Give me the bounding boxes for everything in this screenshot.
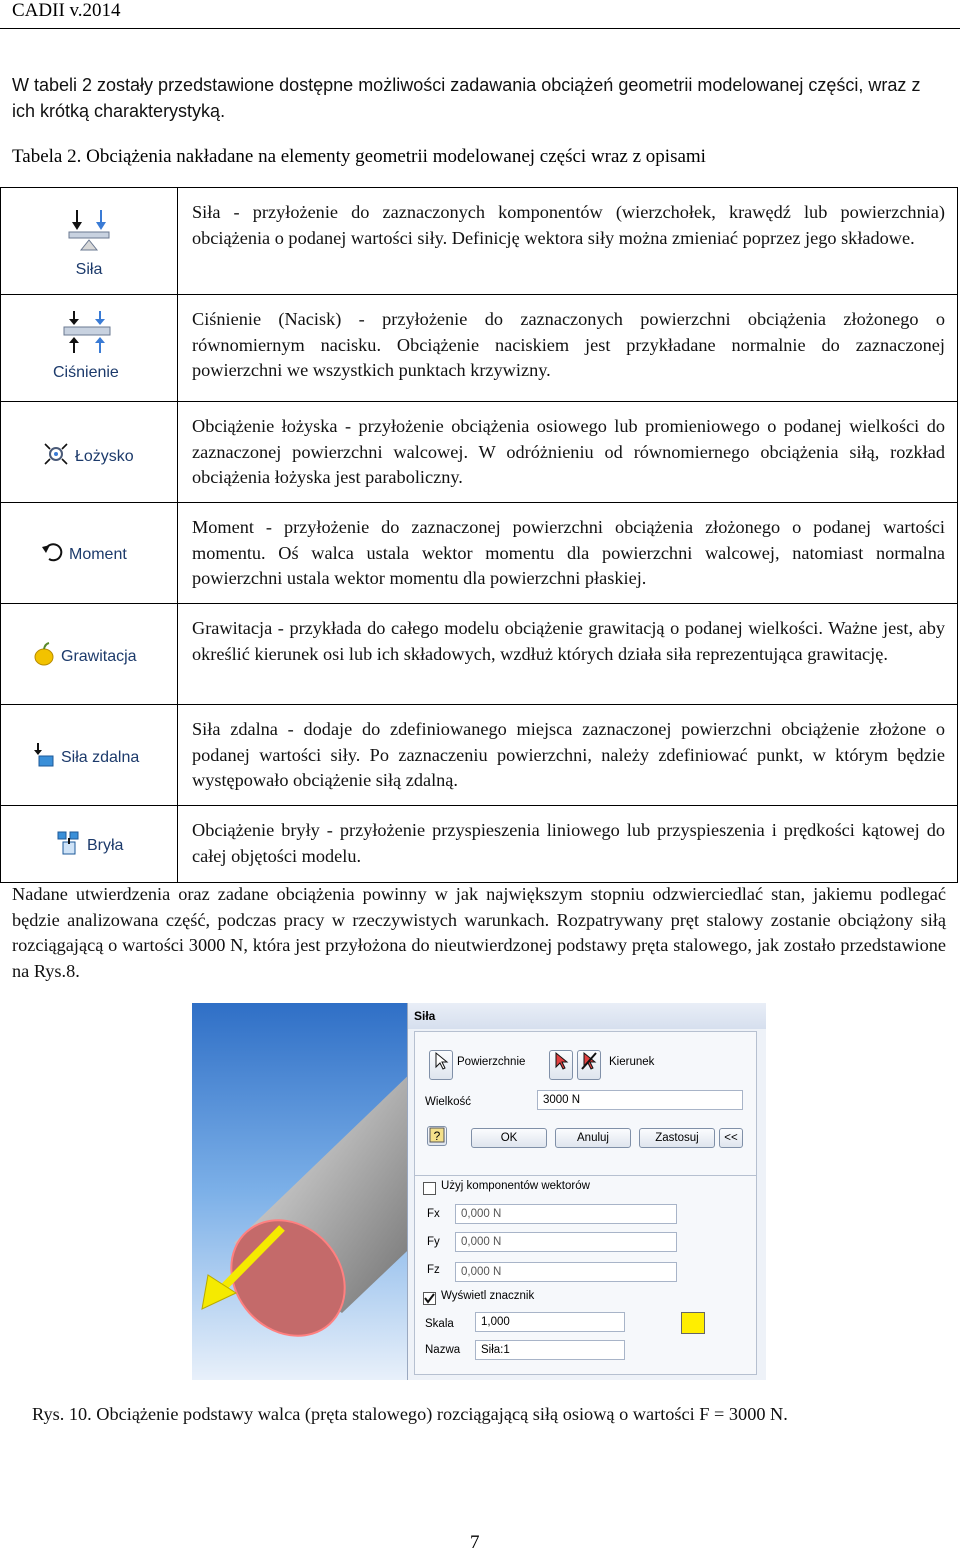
fx-input[interactable]: 0,000 N	[455, 1204, 677, 1224]
ok-button[interactable]: OK	[471, 1128, 547, 1148]
fx-label: Fx	[427, 1208, 440, 1220]
desc-cell: Siła zdalna - dodaje do zdefiniowanego miejsca zaznaczonej powierzchni obciążenie złożone o podanej wartości siły. Po zaznaczeniu powierzchni, należy zdefiniować punkt, w którym będzie występowało obciążenie siłą zdalną.	[178, 705, 958, 806]
table-row	[1, 402, 958, 503]
table-row	[1, 295, 958, 402]
use-components-label: Użyj komponentów wektorów	[441, 1180, 590, 1192]
fz-label: Fz	[427, 1264, 440, 1276]
table-caption: Tabela 2. Obciążenia nakładane na elementy geometrii modelowanej części wraz z opisami	[12, 146, 706, 167]
name-input[interactable]: Siła:1	[475, 1340, 625, 1360]
page-number: 7	[470, 1532, 480, 1553]
table-row	[1, 604, 958, 705]
scale-input[interactable]: 1,000	[475, 1312, 625, 1332]
gravity-apple-icon	[33, 642, 55, 671]
tool-label-bryla: Bryła	[87, 836, 124, 854]
icon-cell	[1, 806, 178, 883]
checkmark-icon	[424, 1293, 435, 1304]
direction-label: Kierunek	[609, 1056, 655, 1068]
tool-label-sila-zdalna: Siła zdalna	[61, 748, 140, 766]
force-icon	[67, 208, 111, 259]
bearing-icon	[43, 442, 69, 471]
surfaces-select-button[interactable]	[429, 1050, 453, 1080]
table-row	[1, 806, 958, 883]
pointer-icon	[553, 1051, 569, 1071]
desc-cell: Siła - przyłożenie do zaznaczonych komponentów (wierzchołek, krawędź lub powierzchnia) obciążenia o podanej wartości siły. Definicję wektora siły można zmieniać poprzez jego składowe.	[178, 188, 958, 295]
table-row	[1, 188, 958, 295]
icon-cell	[1, 188, 178, 295]
tool-label-lozysko: Łożysko	[75, 447, 134, 465]
help-button[interactable]	[427, 1126, 447, 1146]
force-dialog-screenshot	[192, 1003, 766, 1380]
table-row	[1, 503, 958, 604]
icon-cell	[1, 705, 178, 806]
dialog-bottom-panel	[414, 1175, 757, 1375]
desc-cell: Ciśnienie (Nacisk) - przyłożenie do zaznaczonych powierzchni obciążenia złożonego o równomiernym nacisku. Obciążenie naciskiem jest przykładane normalnie do zaznaczonej powierzchni we wszystkich punktach krzywizny.	[178, 295, 958, 402]
cancel-button[interactable]: Anuluj	[555, 1128, 631, 1148]
icon-cell	[1, 503, 178, 604]
pointer-icon	[433, 1051, 449, 1071]
figure-caption: Rys. 10. Obciążenie podstawy walca (pręta stalowego) rozciągającą siłą osiową o wartości F = 3000 N.	[32, 1404, 788, 1424]
intro-text: W tabeli 2 zostały przedstawione dostępne możliwości zadawania obciążeń geometrii modelowanej części, wraz z ich krótką charakterystyką.	[12, 75, 921, 121]
header-rule	[0, 28, 960, 29]
icon-cell	[1, 402, 178, 503]
desc-cell: Moment - przyłożenie do zaznaczonej powierzchni obciążenia złożonego o podanej wartości momentu. Oś walca ustala wektor momentu dla powierzchni walcowej, natomiast normalna powierzchni ustala wektor momentu dla powierzchni płaskiej.	[178, 503, 958, 604]
desc-cell: Obciążenie bryły - przyłożenie przyspieszenia liniowego lub przyspieszenia i prędkości kątowej do całej objętości modelu.	[178, 806, 958, 883]
magnitude-input[interactable]: 3000 N	[537, 1090, 743, 1110]
tool-label-moment: Moment	[69, 545, 127, 563]
use-components-checkbox[interactable]	[423, 1182, 436, 1195]
body-paragraph: Nadane utwierdzenia oraz zadane obciążenia powinny w jak największym stopniu odzwierciedlać stan, jakiemu podlegać będzie analizowana część, podczas pracy w rzeczywistych warunkach. Rozpatrywany pręt stalowy zostanie obciążony siłą rozciągającą o wartości 3000 N, która jest przyłożona do nieutwierdzonej podstawy pręta stalowego, jak zostało przedstawione na Rys.8.	[12, 884, 946, 981]
surfaces-label: Powierzchnie	[457, 1056, 526, 1068]
fz-input[interactable]: 0,000 N	[455, 1262, 677, 1282]
moment-icon	[41, 541, 63, 568]
remote-force-icon	[33, 743, 55, 772]
dialog-title: Siła	[408, 1003, 766, 1029]
help-icon	[429, 1127, 445, 1143]
marker-color-swatch[interactable]	[681, 1312, 705, 1334]
tool-label-sila: Siła	[75, 261, 103, 278]
loads-table	[0, 187, 958, 883]
dialog-top-panel	[414, 1031, 757, 1176]
svg-text:?: ?	[433, 1129, 441, 1143]
icon-cell	[1, 604, 178, 705]
flip-direction-icon	[580, 1051, 598, 1071]
fy-input[interactable]: 0,000 N	[455, 1232, 677, 1252]
desc-cell: Obciążenie łożyska - przyłożenie obciążenia osiowego lub promieniowego o podanej wielkości do zaznaczonej powierzchni walcowej. W odróżnieniu od równomiernego obciążenia siłą, rozkład obciążenia łożyska jest paraboliczny.	[178, 402, 958, 503]
show-marker-checkbox[interactable]	[423, 1292, 436, 1305]
tool-label-grawitacja: Grawitacja	[61, 647, 137, 665]
body-load-icon	[57, 830, 81, 861]
pressure-icon	[56, 309, 116, 362]
fy-label: Fy	[427, 1236, 440, 1248]
apply-button[interactable]: Zastosuj	[639, 1128, 715, 1148]
show-marker-label: Wyświetl znacznik	[441, 1290, 535, 1302]
scale-label: Skala	[425, 1318, 454, 1330]
direction-select-button[interactable]	[549, 1050, 573, 1080]
table-row	[1, 705, 958, 806]
collapse-button[interactable]: <<	[719, 1128, 743, 1148]
force-dialog	[407, 1003, 766, 1380]
tool-label-cisnienie: Ciśnienie	[53, 364, 119, 381]
desc-cell: Grawitacja - przykłada do całego modelu obciążenie grawitacją o podanej wielkości. Ważne jest, aby określić kierunek osi lub ich składowych, wzdłuż których działa siła reprezentująca grawitację.	[178, 604, 958, 705]
icon-cell	[1, 295, 178, 402]
name-label: Nazwa	[425, 1344, 461, 1356]
flip-direction-button[interactable]	[577, 1050, 601, 1080]
page-header-title: CADII v.2014	[12, 0, 121, 21]
magnitude-label: Wielkość	[425, 1096, 472, 1108]
